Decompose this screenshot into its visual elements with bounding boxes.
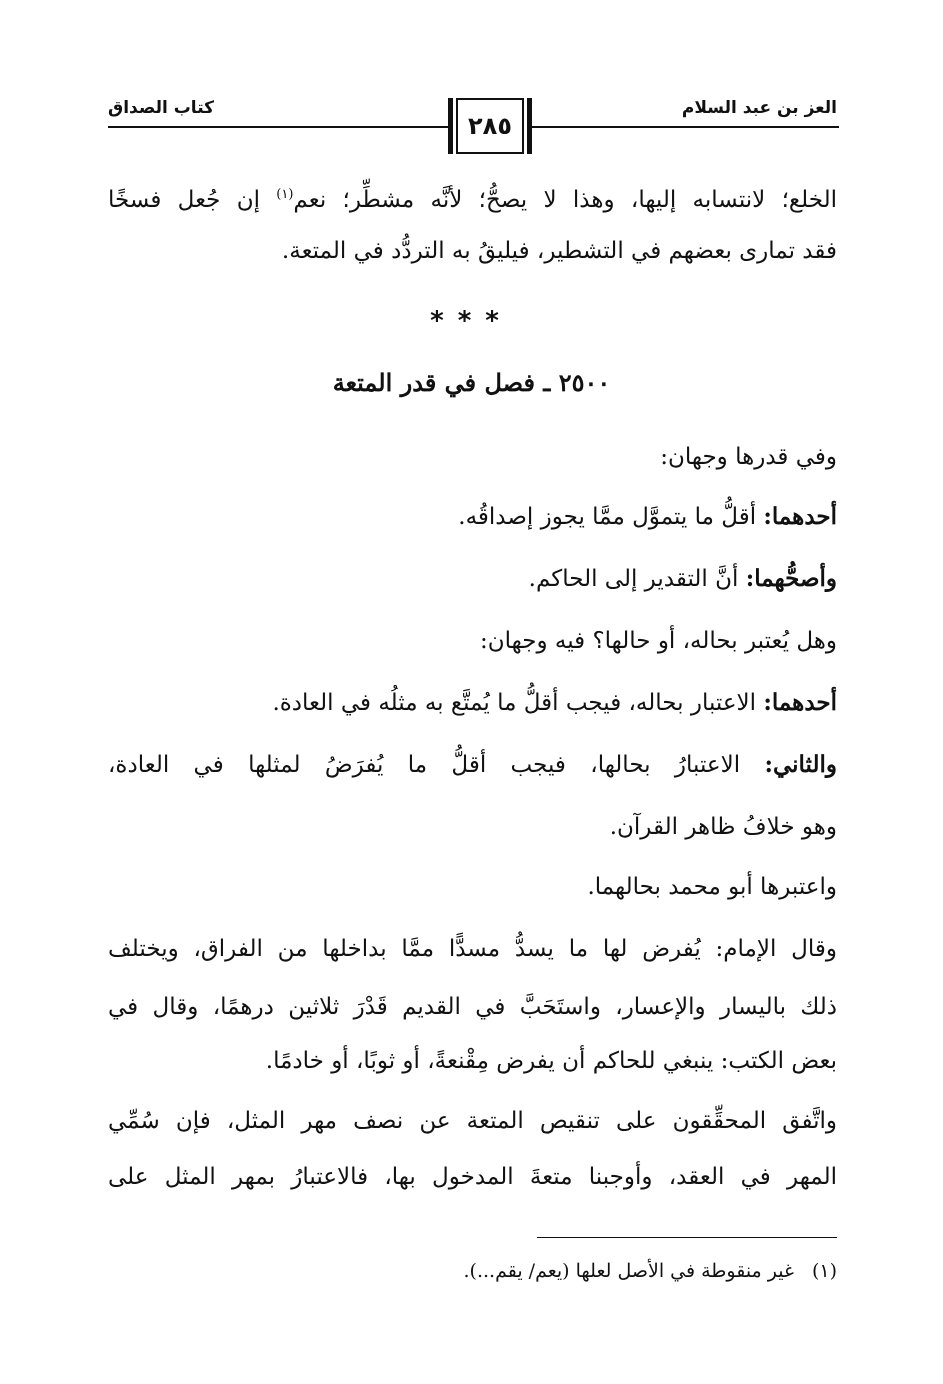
text-line: ذلك باليسار والإعسار، واستَحَبَّ في القديم قَدْرَ ثلاثين درهمًا، وقال في — [108, 994, 837, 1020]
paragraph: وأصحُّهما: أنَّ التقدير إلى الحاكم. — [528, 565, 837, 592]
page-number: ٢٨٥ — [468, 112, 512, 140]
paragraph: واعتبرها أبو محمد بحالهما. — [587, 874, 837, 900]
header-rule-right — [532, 126, 839, 128]
paragraph: والثاني: الاعتبارُ بحالها، فيجب أقلُّ ما يُفرَضُ لمثلها في العادة، — [108, 751, 837, 778]
paragraph: وقال الإمام: يُفرض لها ما يسدُّ مسدًّا ممَّا بداخلها من الفراق، ويختلف — [108, 936, 837, 962]
text-line: المهر في العقد، وأوجبنا متعةَ المدخول بها، فالاعتبارُ بمهر المثل على — [108, 1164, 837, 1190]
footnote-text: غير منقوطة في الأصل لعلها (يعم/ يقم...). — [463, 1260, 794, 1282]
footnote-reference: (١) — [276, 187, 294, 202]
term-label: أحدهما: — [763, 689, 837, 716]
term-label: والثاني: — [764, 751, 837, 778]
page-number-frame — [448, 98, 532, 154]
running-head-author: العز بن عبد السلام — [681, 98, 837, 118]
footnote-mark: (١) — [811, 1260, 837, 1282]
paragraph: وهل يُعتبر بحاله، أو حالها؟ فيه وجهان: — [480, 628, 837, 654]
section-heading: ٢٥٠٠ ـ فصل في قدر المتعة — [332, 368, 611, 397]
text-line: وهو خلافُ ظاهر القرآن. — [609, 814, 837, 840]
text-line: فقد تمارى بعضهم في التشطير، فيليقُ به التردُّد في المتعة. — [281, 238, 837, 264]
paragraph: أحدهما: الاعتبار بحاله، فيجب أقلُّ ما يُمتَّع به مثلُه في العادة. — [272, 689, 837, 716]
footnote-divider — [537, 1237, 837, 1238]
text-line: بعض الكتب: ينبغي للحاكم أن يفرض مِقْنعةً، أو ثوبًا، أو خادمًا. — [265, 1048, 837, 1074]
paragraph: وفي قدرها وجهان: — [660, 444, 837, 470]
running-head-book: كتاب الصداق — [108, 98, 215, 118]
term-label: أحدهما: — [763, 503, 837, 530]
text-line: الخلع؛ لانتسابه إليها، وهذا لا يصحُّ؛ لأنَّه مشطِّر؛ نعم$^{(١)}$ إن جُعل فسخًا — [108, 187, 837, 213]
paragraph: واتَّفق المحقِّقون على تنقيص المتعة عن نصف مهر المثل، فإن سُمِّي — [108, 1108, 837, 1134]
paragraph: أحدهما: أقلُّ ما يتموَّل ممَّا يجوز إصداقُه. — [458, 503, 837, 530]
header-rule-left — [108, 126, 448, 128]
term-label: وأصحُّهما: — [745, 565, 837, 592]
section-separator: *** — [430, 306, 513, 336]
footnote — [464, 1256, 837, 1286]
